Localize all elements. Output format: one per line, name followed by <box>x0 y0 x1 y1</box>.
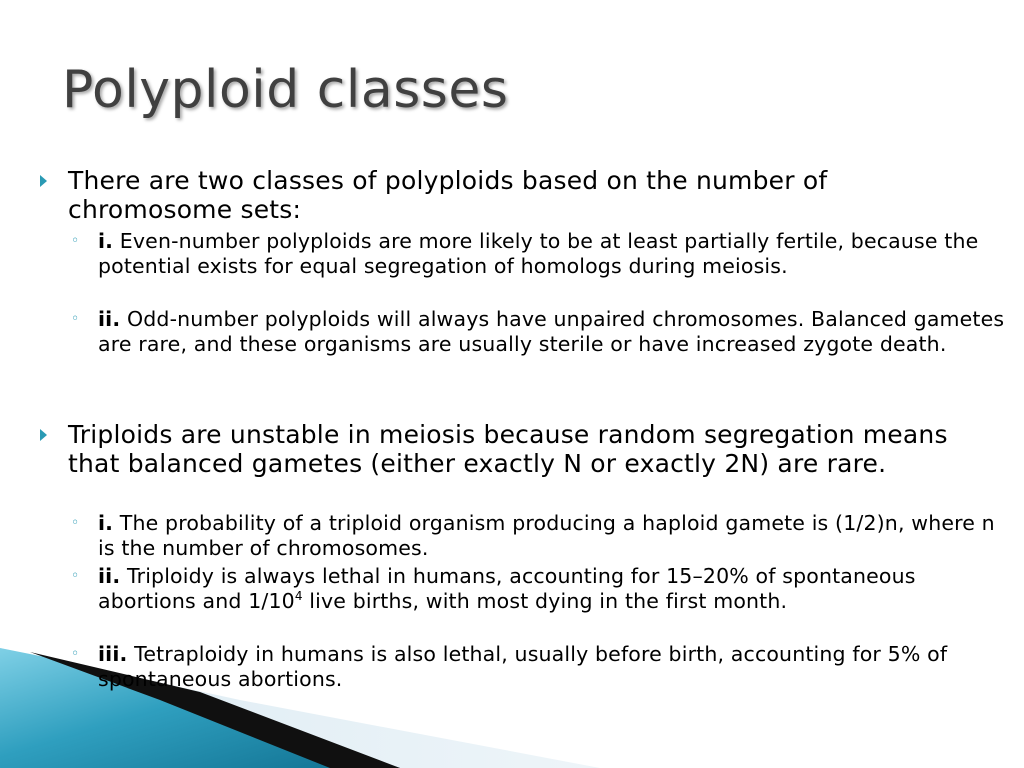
sub-bullet-number: ii. <box>98 307 121 331</box>
bullet-arrow-icon <box>40 175 47 187</box>
sub-bullet-text: Even-number polyploids are more likely to be at least partially fertile, because the potential exists for equal segregation of homologs during meiosis. <box>98 229 979 278</box>
sub-bullet-circle-icon: ◦ <box>71 568 80 584</box>
bullet-arrow-icon <box>40 429 47 441</box>
bullet-polyploid-classes <box>68 166 998 224</box>
sub-bullet-number: i. <box>98 229 114 253</box>
superscript-exponent: 4 <box>294 589 303 604</box>
sub-bullet-circle-icon: ◦ <box>71 233 80 249</box>
sub-bullet-even-number <box>71 229 1010 279</box>
sub-bullet-number: iii. <box>98 642 128 666</box>
sub-bullet-triploidy-lethal <box>71 564 1010 614</box>
sub-bullet-circle-icon: ◦ <box>71 646 80 662</box>
sub-bullet-number: i. <box>98 511 114 535</box>
bullet-text: There are two classes of polyploids based on the number of chromosome sets: <box>68 166 828 224</box>
slide-title: Polyploid classes <box>62 60 509 120</box>
sub-bullet-text: Odd-number polyploids will always have unpaired chromosomes. Balanced gametes are rare, and these organisms are usually sterile or have increased zygote death. <box>98 307 1005 356</box>
sub-bullet-text: Tetraploidy in humans is also lethal, usually before birth, accounting for 5% of spontaneous abortions. <box>98 642 948 691</box>
bullet-text: Triploids are unstable in meiosis because random segregation means that balanced gametes (either exactly N or exactly 2N) are rare. <box>68 420 948 478</box>
sub-bullet-odd-number <box>71 307 1010 357</box>
sub-bullet-text: The probability of a triploid organism producing a haploid gamete is (1/2)n, where n is the number of chromosomes. <box>98 511 995 560</box>
bullet-triploids <box>68 420 998 478</box>
sub-bullet-text-part: Triploidy is always lethal in humans, accounting for 15–20% of spontaneous abortions and 1/10 <box>98 564 916 613</box>
sub-bullet-text-part: live births, with most dying in the first month. <box>302 589 788 613</box>
sub-bullet-circle-icon: ◦ <box>71 515 80 531</box>
sub-bullet-number: ii. <box>98 564 121 588</box>
sub-bullet-tetraploidy <box>71 642 1010 692</box>
sub-bullet-probability <box>71 511 1010 561</box>
sub-bullet-circle-icon: ◦ <box>71 311 80 327</box>
